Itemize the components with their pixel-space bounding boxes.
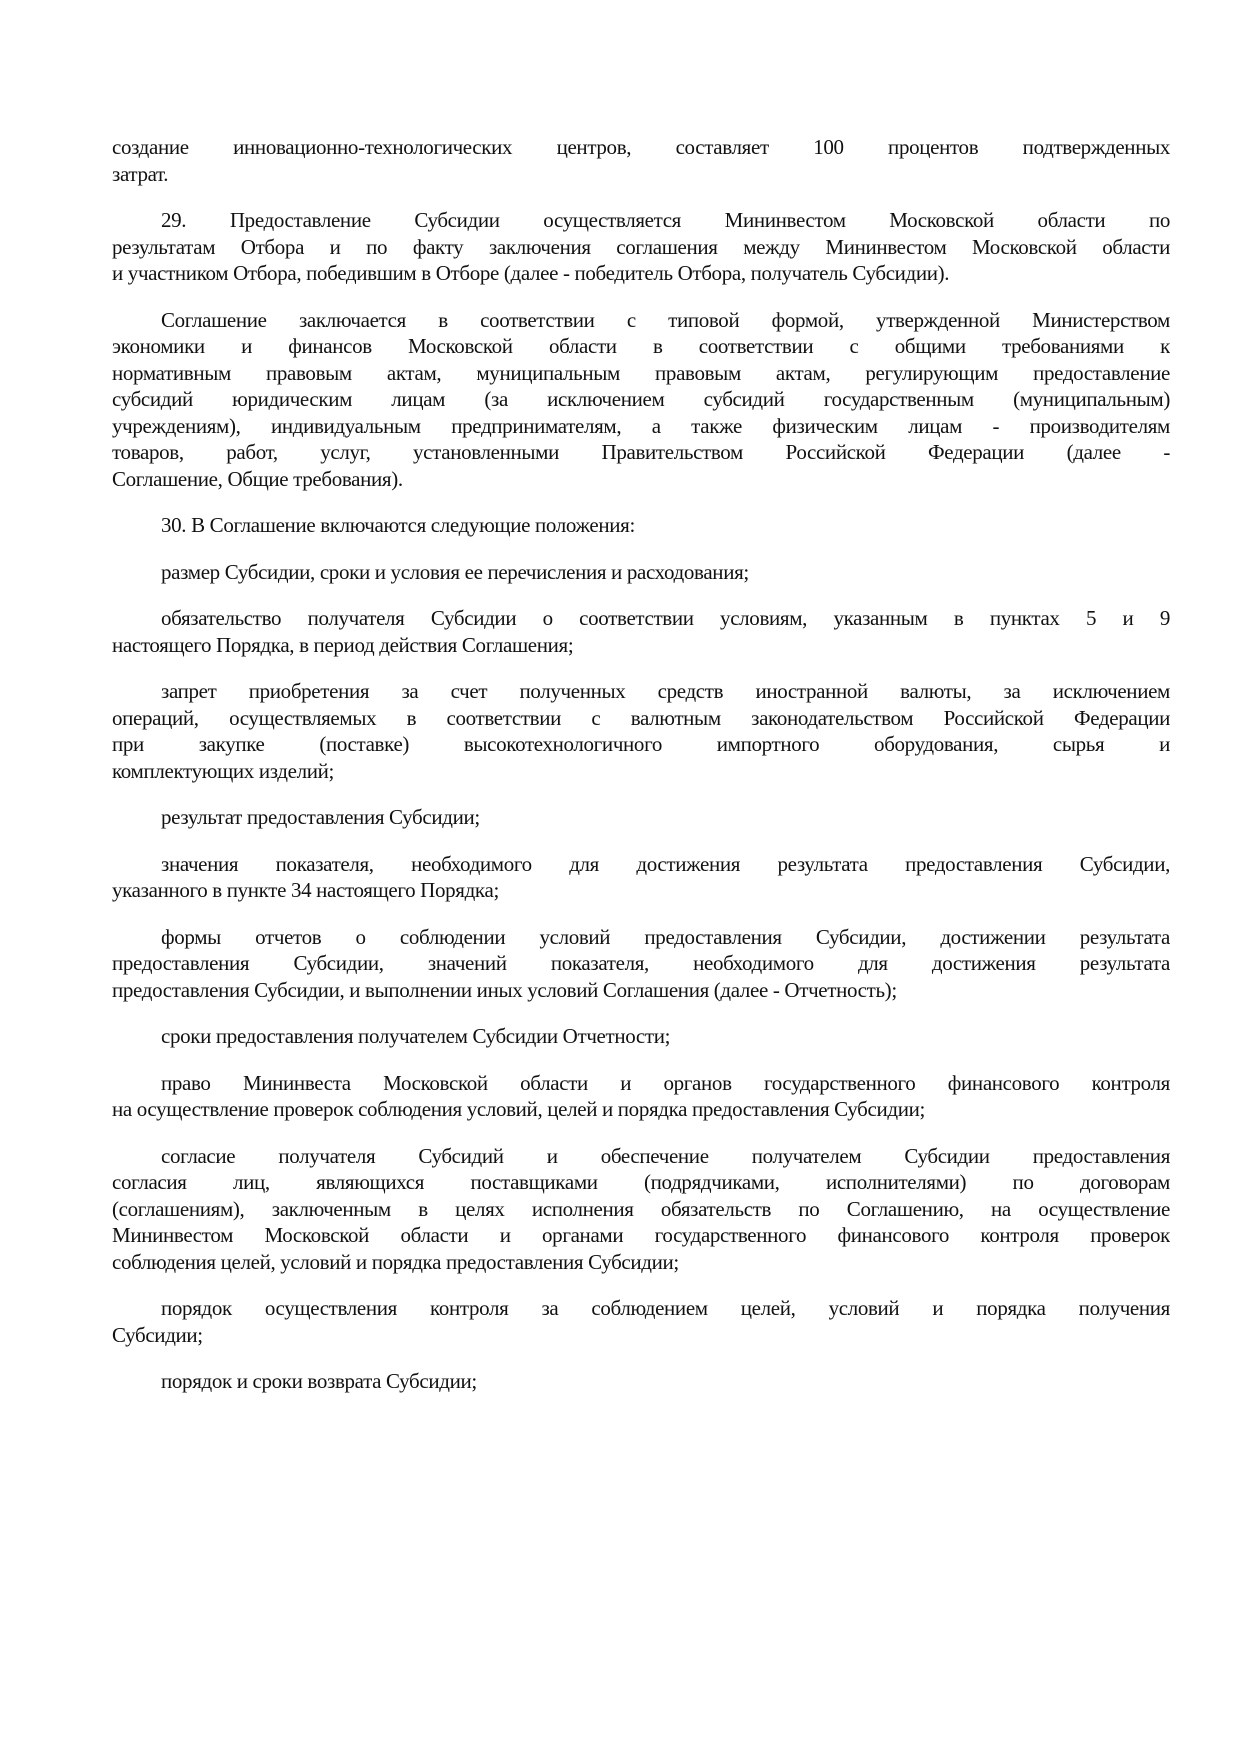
text-line: право Мининвеста Московской области и органов государственного финансового контроля [161, 1070, 1170, 1095]
text-line: на осуществление проверок соблюдения условий, целей и порядка предоставления Субсидии; [112, 1097, 925, 1121]
text-line: нормативным правовым актам, муниципальным правовым актам, регулирующим предоставление [112, 360, 1170, 385]
text-line: соблюдения целей, условий и порядка предоставления Субсидии; [112, 1249, 679, 1274]
paragraph [112, 851, 1170, 904]
paragraph [112, 804, 1170, 831]
paragraph [112, 134, 1170, 187]
text-line: Мининвестом Московской области и органами государственного финансового контроля проверок [112, 1223, 1170, 1247]
paragraph [112, 1143, 1170, 1276]
paragraph [112, 1070, 1170, 1123]
text-line: значения показателя, необходимого для достижения результата предоставления Субсидии, [161, 851, 1170, 876]
text-line: 29. Предоставление Субсидии осуществляется Мининвестом Московской области по [161, 208, 1170, 232]
text-line: порядок и сроки возврата Субсидии; [161, 1369, 477, 1393]
text-line: предоставления Субсидии, значений показателя, необходимого для достижения результата [112, 951, 1170, 975]
paragraph [112, 207, 1170, 287]
paragraph [112, 678, 1170, 784]
text-line: настоящего Порядка, в период действия Соглашения; [112, 632, 574, 657]
text-line: результат предоставления Субсидии; [161, 805, 480, 829]
text-line: согласие получателя Субсидий и обеспечение получателем Субсидии предоставления [161, 1143, 1170, 1168]
text-line: и участником Отбора, победившим в Отборе (далее - победитель Отбора, получатель Субсидии). [112, 261, 950, 285]
text-line: Соглашение заключается в соответствии с типовой формой, утвержденной Министерством [161, 307, 1170, 332]
text-line: создание инновационно-технологических центров, составляет 100 процентов подтвержденных [112, 135, 1170, 159]
text-line: затрат. [112, 161, 169, 186]
text-line: операций, осуществляемых в соответствии с валютным законодательством Российской Федерации [112, 705, 1170, 730]
text-line: порядок осуществления контроля за соблюдением целей, условий и порядка получения [161, 1296, 1170, 1320]
paragraph [112, 307, 1170, 493]
text-line: Субсидии; [112, 1322, 203, 1347]
paragraph [112, 924, 1170, 1004]
text-line: согласия лиц, являющихся поставщиками (подрядчиками, исполнителями) по договорам [112, 1170, 1170, 1194]
paragraph [112, 605, 1170, 658]
text-line: экономики и финансов Московской области в соответствии с общими требованиями к [112, 334, 1170, 358]
text-line: результатам Отбора и по факту заключения соглашения между Мининвестом Московской области [112, 234, 1170, 259]
text-line: указанного в пункте 34 настоящего Порядка; [112, 878, 499, 902]
text-line: запрет приобретения за счет полученных средств иностранной валюты, за исключением [161, 679, 1170, 703]
text-line: обязательство получателя Субсидии о соответствии условиям, указанным в пунктах 5 и 9 [161, 606, 1170, 630]
paragraph [112, 512, 1170, 539]
text-line: размер Субсидии, сроки и условия ее перечисления и расходования; [161, 559, 749, 584]
text-line: сроки предоставления получателем Субсидии Отчетности; [161, 1024, 671, 1048]
document-page [112, 134, 1170, 1415]
text-line: учреждениям), индивидуальным предпринимателям, а также физическим лицам - производителям [112, 413, 1170, 438]
paragraph [112, 1295, 1170, 1348]
paragraph [112, 1023, 1170, 1050]
text-line: при закупке (поставке) высокотехнологичного импортного оборудования, сырья и [112, 732, 1170, 756]
text-line: (соглашениям), заключенным в целях исполнения обязательств по Соглашению, на осуществление [112, 1196, 1170, 1221]
text-line: Соглашение, Общие требования). [112, 466, 403, 491]
text-line: комплектующих изделий; [112, 758, 334, 783]
text-line: товаров, работ, услуг, установленными Правительством Российской Федерации (далее - [112, 440, 1170, 464]
paragraph [112, 1368, 1170, 1395]
text-line: формы отчетов о соблюдении условий предоставления Субсидии, достижении результата [161, 924, 1170, 949]
text-line: 30. В Соглашение включаются следующие положения: [161, 513, 635, 537]
paragraph [112, 559, 1170, 586]
text-line: предоставления Субсидии, и выполнении иных условий Соглашения (далее - Отчетность); [112, 977, 897, 1002]
text-line: субсидий юридическим лицам (за исключением субсидий государственным (муниципальным) [112, 387, 1170, 411]
